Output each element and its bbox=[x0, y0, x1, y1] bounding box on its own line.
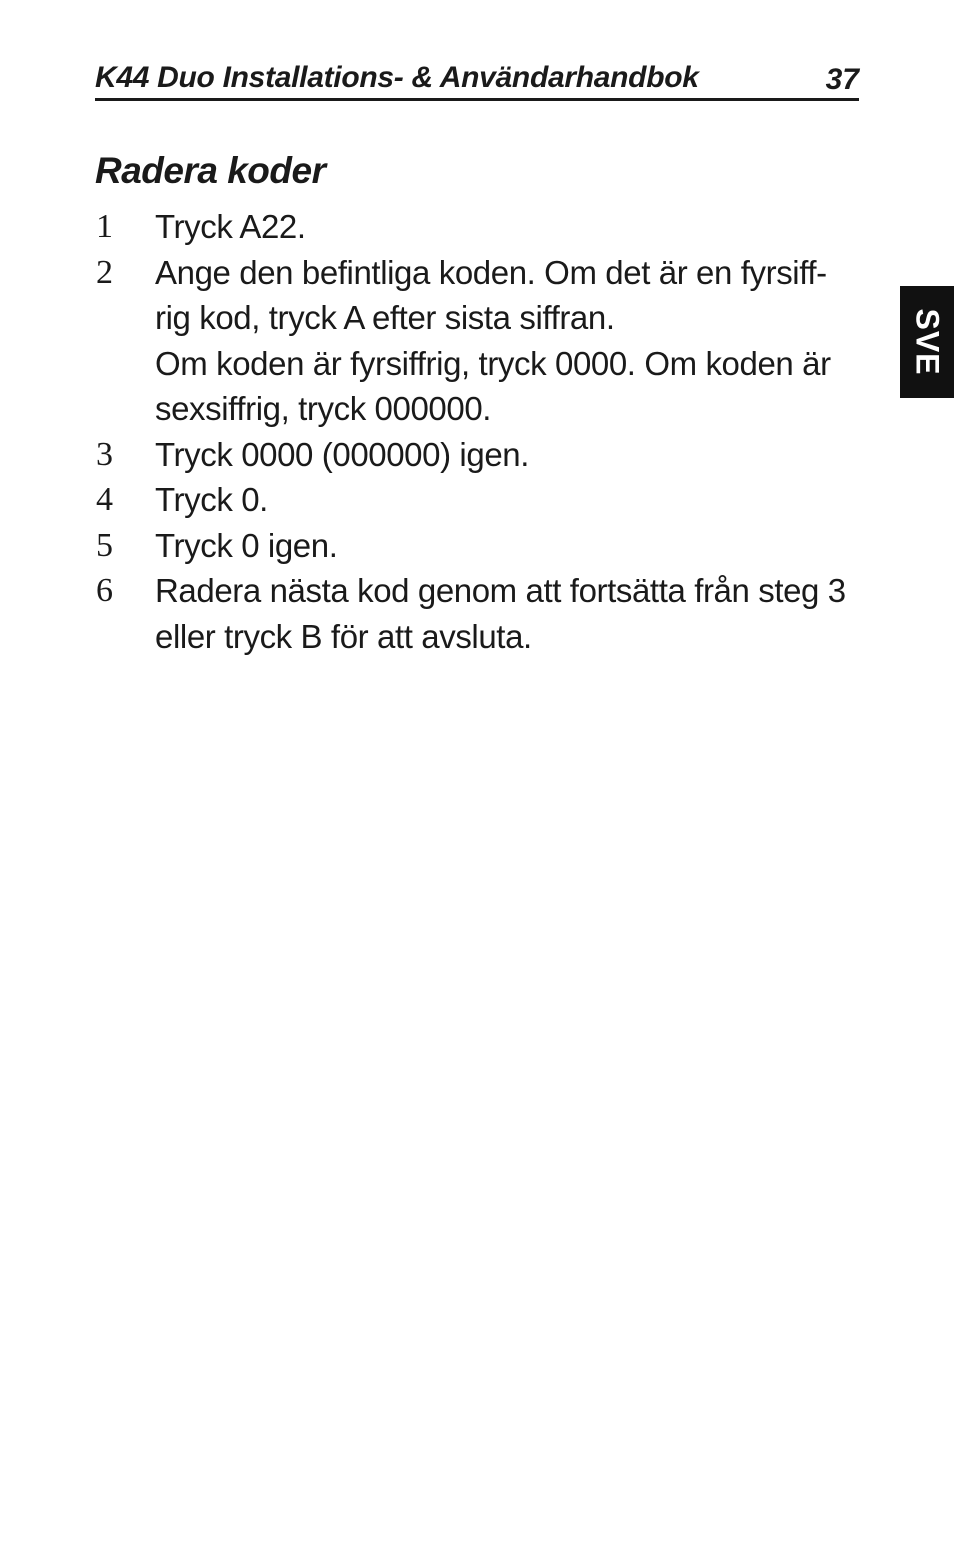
step-number: 4 bbox=[96, 481, 113, 518]
step-number: 5 bbox=[96, 526, 113, 564]
step-item bbox=[95, 432, 865, 478]
step-text-line: Tryck 0. bbox=[155, 481, 268, 518]
step-number: 6 bbox=[96, 572, 113, 609]
page-number: 37 bbox=[825, 63, 859, 96]
step-text-line: eller tryck B för att avsluta. bbox=[155, 617, 532, 655]
step-item bbox=[95, 568, 865, 659]
section-title: Radera koder bbox=[95, 150, 326, 191]
language-tab bbox=[900, 286, 954, 398]
running-header bbox=[95, 58, 859, 101]
step-number: 2 bbox=[96, 253, 113, 291]
step-item bbox=[95, 250, 865, 432]
step-text-line: Tryck A22. bbox=[155, 208, 306, 245]
step-text-line: sexsiffrig, tryck 000000. bbox=[155, 390, 492, 427]
step-text-line: rig kod, tryck A efter sista siffran. bbox=[155, 299, 615, 336]
step-text-line: Tryck 0 igen. bbox=[155, 526, 338, 564]
language-tab-label: SVE bbox=[909, 308, 946, 376]
steps-list bbox=[95, 204, 865, 659]
step-number: 1 bbox=[96, 208, 113, 245]
step-text-line: Tryck 0000 (000000) igen. bbox=[155, 435, 529, 473]
step-item bbox=[95, 477, 865, 523]
step-number: 3 bbox=[96, 435, 113, 473]
step-text-line: Om koden är fyrsiffrig, tryck 0000. Om koden är bbox=[155, 344, 831, 382]
step-item bbox=[95, 204, 865, 250]
document-title: K44 Duo Installations- & Användarhandbok bbox=[95, 61, 699, 94]
step-item bbox=[95, 523, 865, 569]
step-text-line: Radera nästa kod genom att fortsätta från steg 3 bbox=[155, 572, 846, 609]
step-text-line: Ange den befintliga koden. Om det är en fyrsiff- bbox=[155, 253, 827, 291]
